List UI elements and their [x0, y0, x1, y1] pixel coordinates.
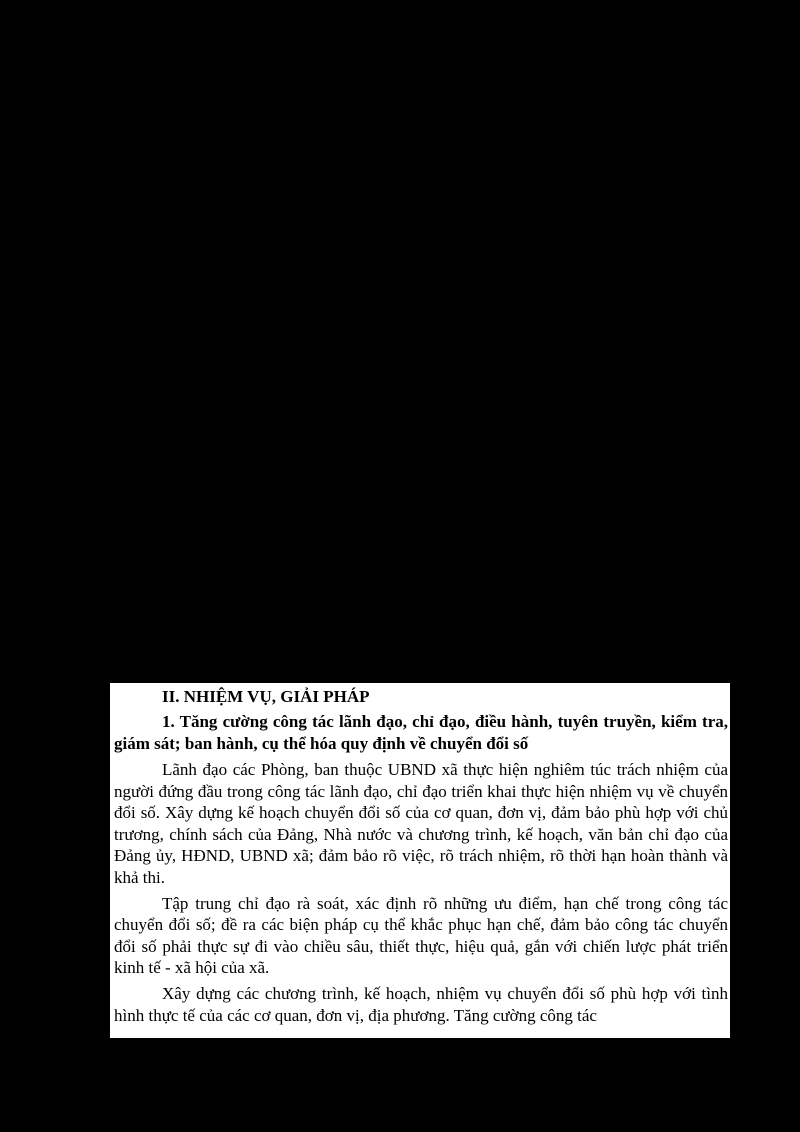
- paragraph-review: Tập trung chỉ đạo rà soát, xác định rõ những ưu điểm, hạn chế trong công tác chuyển đổi số; đề ra các biện pháp cụ thể khắc phục hạn chế, đảm bảo công tác chuyển đổi số phải thực sự đi vào chiều sâu, thiết thực, hiệu quả, gắn với chiến lược phát triển kinh tế - xã hội của xã.: [114, 893, 728, 978]
- paragraph-programs: Xây dựng các chương trình, kế hoạch, nhiệm vụ chuyển đổi số phù hợp với tình hình thực tế của các cơ quan, đơn vị, địa phương. Tăng cường công tác: [114, 983, 728, 1025]
- document-text-block: [110, 683, 730, 1038]
- paragraph-leadership: Lãnh đạo các Phòng, ban thuộc UBND xã thực hiện nghiêm túc trách nhiệm của người đứng đầu trong công tác lãnh đạo, chỉ đạo triển khai thực hiện nhiệm vụ về chuyển đổi số. Xây dựng kế hoạch chuyển đổi số của cơ quan, đơn vị, đảm bảo phù hợp với chủ trương, chính sách của Đảng, Nhà nước và chương trình, kế hoạch, văn bản chỉ đạo của Đảng ủy, HĐND, UBND xã; đảm bảo rõ việc, rõ trách nhiệm, rõ thời hạn hoàn thành và khả thi.: [114, 760, 728, 887]
- section-title: II. NHIỆM VỤ, GIẢI PHÁP: [162, 687, 370, 706]
- subsection-title: 1. Tăng cường công tác lãnh đạo, chỉ đạo, điều hành, tuyên truyền, kiểm tra, giám sát; ban hành, cụ thể hóa quy định về chuyển đổi số: [114, 712, 728, 753]
